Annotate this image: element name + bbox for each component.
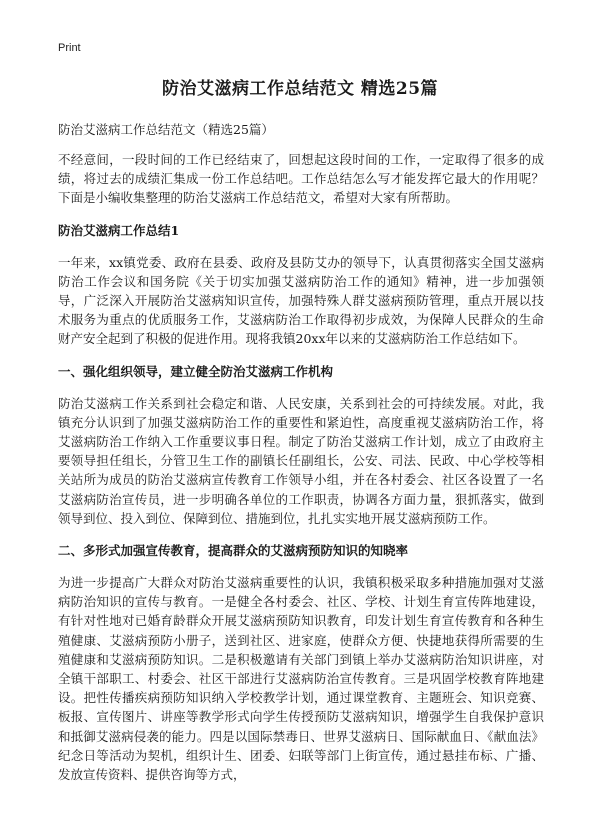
body-paragraph-1: 一年来，xx镇党委、政府在县委、政府及县防艾办的领导下，认真贯彻落实全国艾滋病防治工作会议和国务院《关于切实加强艾滋病防治工作的通知》精神，进一步加强领导，广泛深入开展防治艾滋病知识宣传，加强特殊人群艾滋病预防管理，重点开展以技术服务为重点的优质服务工作，艾滋病防治工作取得初步成效，为保障人民群众的生命财产安全起到了积极的促进作用。现将我镇20xx年以来的艾滋病防治工作总结如下。 [58,254,544,347]
section-heading-1: 一、强化组织领导，建立健全防治艾滋病工作机构 [58,363,334,379]
document-title: 防治艾滋病工作总结范文 精选25篇 [161,79,439,99]
summary-heading: 防治艾滋病工作总结1 [58,222,180,238]
print-label[interactable]: Print [58,42,81,54]
intro-paragraph: 不经意间，一段时间的工作已经结束了，回想起这段时间的工作，一定取得了很多的成绩，将过去的成绩汇集成一份工作总结吧。工作总结怎么写才能发挥它最大的作用呢？下面是小编收集整理的防治艾滋病工作总结范文，希望对大家有所帮助。 [58,152,544,206]
document-body [58,150,544,797]
body-paragraph-2: 防治艾滋病工作关系到社会稳定和谐、人民安康，关系到社会的可持续发展。对此，我镇充分认识到了加强艾滋病防治工作的重要性和紧迫性，高度重视艾滋病防治工作，将艾滋病防治工作纳入工作重要议事日程。制定了防治艾滋病工作计划，成立了由政府主要领导担任组长，分管卫生工作的副镇长任副组长，公安、司法、民政、中心学校等相关站所为成员的防治艾滋病宣传教育工作领导小组，并在各村委会、社区各设置了一名艾滋病防治宣传员，进一步明确各单位的工作职责，协调各方面力量，狠抓落实，做到领导到位、投入到位、保障到位、措施到位，扎扎实实地开展艾滋病预防工作。 [58,395,544,526]
document-subtitle: 防治艾滋病工作总结范文（精选25篇） [58,122,274,137]
body-paragraph-3: 为进一步提高广大群众对防治艾滋病重要性的认识，我镇积极采取多种措施加强对艾滋病防治知识的宣传与教育。一是健全各村委会、社区、学校、计划生育宣传阵地建设，有针对性地对已婚育龄群众开展艾滋病预防知识教育，印发计划生育宣传教育和各种生殖健康、艾滋病预防小册子，送到社区、进家庭，使群众方便、快捷地获得所需要的生殖健康和艾滋病预防知识。二是积极邀请有关部门到镇上举办艾滋病防治知识讲座，对全镇干部职工、村委会、社区干部进行艾滋病防治宣传教育。三是巩固学校教育阵地建设。把性传播疾病预防知识纳入学校教学计划，通过课堂教育、主题班会、知识竞赛、板报、宣传图片、讲座等教学形式向学生传授预防艾滋病知识，增强学生自我保护意识和抵御艾滋病侵袭的能力。四是以国际禁毒日、世界艾滋病日、国际献血日、《献血法》纪念日等活动为契机，组织计生、团委、妇联等部门上街宣传，通过悬挂布标、广播、发放宣传资料、提供咨询等方式， [58,575,544,783]
section-heading-2: 二、多形式加强宣传教育，提高群众的艾滋病预防知识的知晓率 [58,543,409,559]
